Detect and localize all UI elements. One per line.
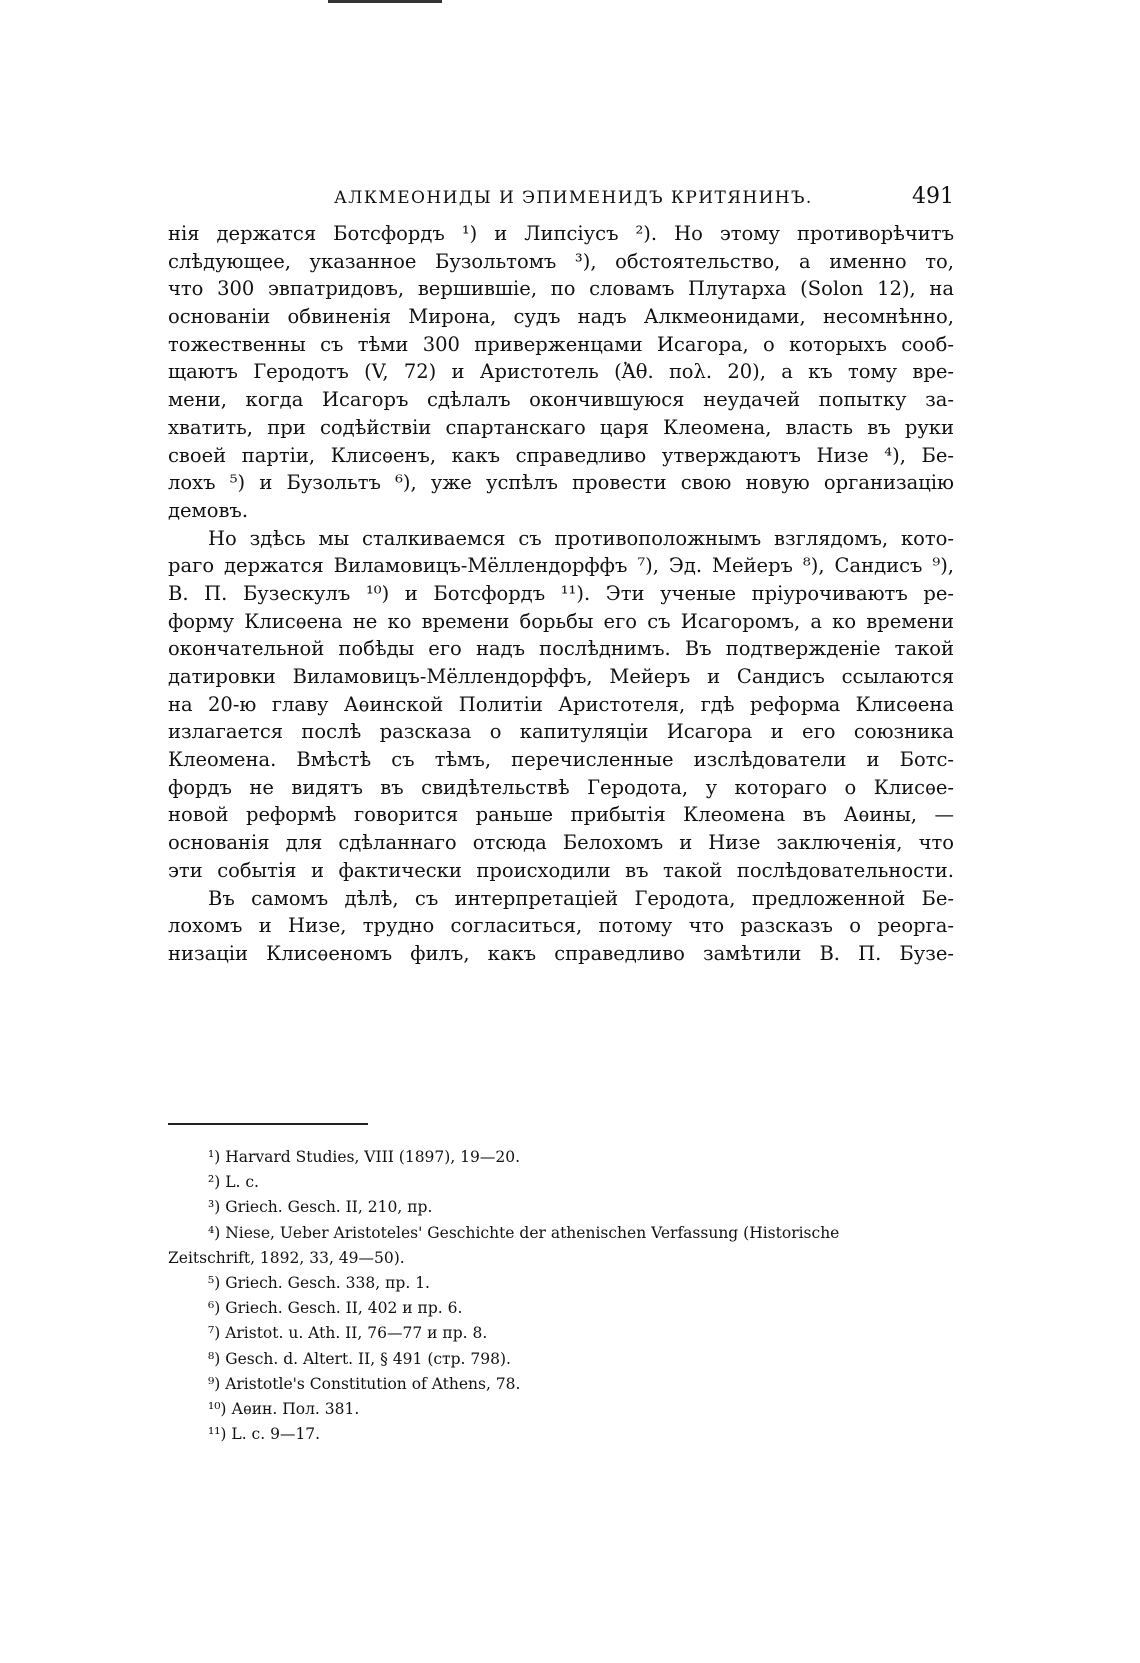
- body-line: хватить, при содѣйствіи спартанскаго царя Клеомена, власть въ руки: [168, 415, 954, 439]
- running-head: [168, 184, 954, 214]
- footnote-separator: [168, 1123, 368, 1125]
- body-line: фордъ не видятъ въ свидѣтельствѣ Геродота, у котораго о Клисѳе-: [168, 775, 954, 799]
- top-edge-rule: [328, 0, 442, 3]
- footnote-line: Zeitschrift, 1892, 33, 49—50).: [168, 1248, 405, 1267]
- footnote-line: ²) L. c.: [208, 1173, 259, 1192]
- footnote-line: ¹⁰) Аѳин. Пол. 381.: [208, 1399, 360, 1418]
- body-line: окончательной побѣды его надъ послѣднимъ. Въ подтвержденіе такой: [168, 637, 954, 661]
- body-line: тожественны съ тѣми 300 приверженцами Исагора, о которыхъ сооб-: [168, 332, 954, 356]
- footnote-line: ¹) Harvard Studies, VIII (1897), 19—20.: [208, 1148, 521, 1166]
- body-line: лохомъ и Низе, трудно согласиться, потому что разсказъ о реорга-: [168, 914, 954, 938]
- body-line: что 300 эвпатридовъ, вершившіе, по словамъ Плутарха (Solon 12), на: [168, 277, 954, 301]
- body-line: на 20-ю главу Аѳинской Политіи Аристотеля, гдѣ реформа Клисѳена: [168, 692, 954, 716]
- footnote-line: ⁹) Aristotle's Constitution of Athens, 78.: [208, 1374, 521, 1393]
- body-line: нія держатся Ботсфордъ ¹) и Липсіусъ ²). Но этому противорѣчитъ: [168, 222, 954, 245]
- footnote-line: ⁶) Griech. Gesch. II, 402 и пр. 6.: [208, 1299, 463, 1318]
- footnotes: [168, 1145, 954, 1447]
- body-line: раго держатся Виламовицъ-Мёллендорффъ ⁷), Эд. Мейеръ ⁸), Сандисъ ⁹),: [168, 554, 954, 578]
- body-line: Клеомена. Вмѣстѣ съ тѣмъ, перечисленные изслѣдователи и Ботс-: [168, 748, 954, 772]
- body-line: излагается послѣ разсказа о капитуляціи Исагора и его союзника: [168, 720, 954, 744]
- body-line: форму Клисѳена не ко времени борьбы его съ Исагоромъ, а ко времени: [168, 609, 954, 633]
- footnote-line: ⁷) Aristot. u. Ath. II, 76—77 и пр. 8.: [208, 1324, 488, 1343]
- body-text: [168, 220, 954, 968]
- page-number: 491: [912, 184, 954, 209]
- body-line: демовъ.: [168, 498, 249, 522]
- body-line: низаціи Клисѳеномъ филъ, какъ справедливо замѣтили В. П. Бузе-: [168, 941, 954, 965]
- body-line: слѣдующее, указанное Бузольтомъ ³), обстоятельство, а именно то,: [168, 249, 954, 273]
- footnote-line: ³) Griech. Gesch. II, 210, пр.: [208, 1198, 433, 1217]
- body-line: своей партіи, Клисѳенъ, какъ справедливо утверждаютъ Низе ⁴), Бе-: [168, 443, 954, 467]
- body-line: новой реформѣ говорится раньше прибытія Клеомена въ Аѳины, —: [168, 803, 954, 827]
- body-line: Но здѣсь мы сталкиваемся съ противоположнымъ взглядомъ, кото-: [208, 526, 954, 550]
- body-line: мени, когда Исагоръ сдѣлалъ окончившуюся неудачей попытку за-: [168, 388, 954, 412]
- running-title: АЛКМЕОНИДЫ И ЭПИМЕНИДЪ КРИТЯНИНЪ.: [334, 188, 813, 208]
- footnote-line: ⁴) Niese, Ueber Aristoteles' Geschichte der athenischen Verfassung (Historische: [208, 1223, 840, 1242]
- body-line: эти событія и фактически происходили въ такой послѣдовательности.: [168, 858, 954, 882]
- body-line: лохъ ⁵) и Бузольтъ ⁶), уже успѣлъ провести свою новую организацію: [168, 471, 954, 495]
- body-line: основанія для сдѣланнаго отсюда Белохомъ и Низе заключенія, что: [168, 831, 954, 855]
- body-line: основаніи обвиненія Мирона, судъ надъ Алкмеонидами, несомнѣнно,: [168, 305, 954, 329]
- body-line: В. П. Бузескулъ ¹⁰) и Ботсфордъ ¹¹). Эти ученые пріурочиваютъ ре-: [168, 581, 954, 605]
- footnote-line: ¹¹) L. c. 9—17.: [208, 1425, 321, 1444]
- footnote-line: ⁵) Griech. Gesch. 338, пр. 1.: [208, 1273, 430, 1292]
- footnote-line: ⁸) Gesch. d. Altert. II, § 491 (стр. 798).: [208, 1349, 511, 1368]
- body-line: датировки Виламовицъ-Мёллендорффъ, Мейеръ и Сандисъ ссылаются: [168, 665, 954, 688]
- body-line: Въ самомъ дѣлѣ, съ интерпретаціей Геродота, предложенной Бе-: [208, 886, 954, 910]
- body-line: щаютъ Геродотъ (V, 72) и Аристотель (Ἀθ. πολ. 20), а къ тому вре-: [168, 360, 954, 384]
